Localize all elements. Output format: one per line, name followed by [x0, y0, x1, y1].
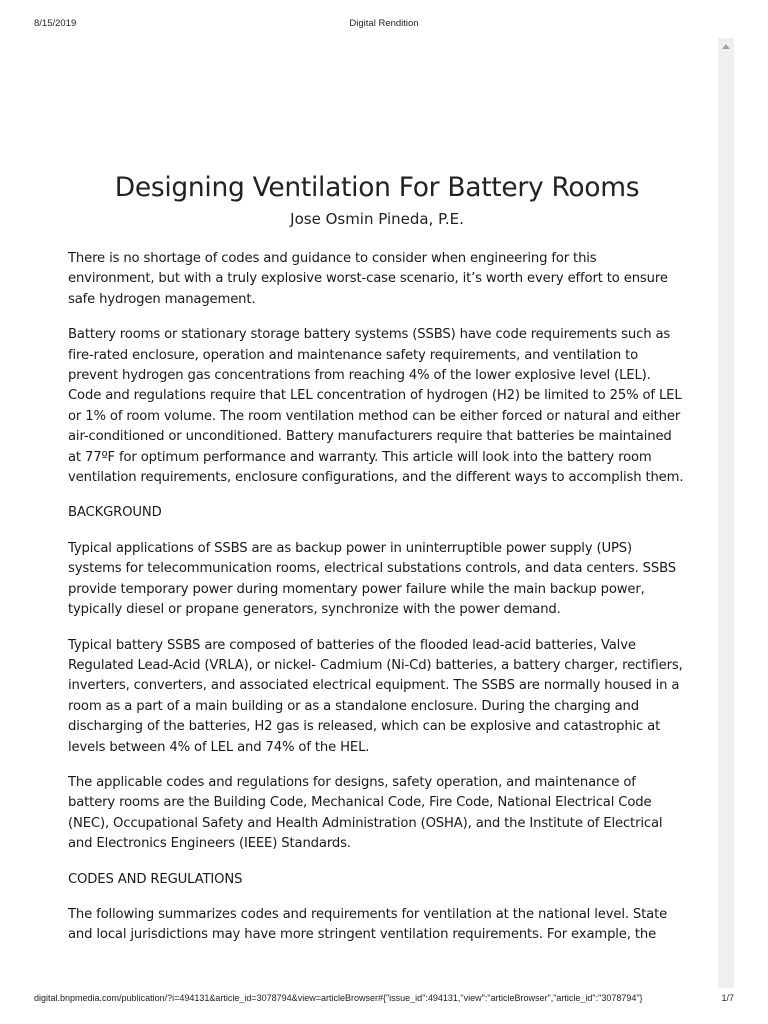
- paragraph-codes: The applicable codes and regulations for designs, safety operation, and maintenance of battery rooms are the Building Code, Mechanical Code, Fire Code, National Electrical Code (NEC), Occupational Safety and Health Administration (OSHA), and the Institute of Electrical and Electronics Engineers (IEEE) Standards.: [68, 774, 663, 852]
- page-url: digital.bnpmedia.com/publication/?i=494131&article_id=3078794&view=articleBrowser#{"issue_id":494131,"view":"articleBrowser","article_id":"3078794"}: [34, 993, 643, 1003]
- print-footer: [0, 993, 768, 1007]
- paragraph-intro: There is no shortage of codes and guidance to consider when engineering for this environment, but with a truly explosive worst-case scenario, it’s worth every effort to ensure safe hydrogen management.: [68, 251, 668, 307]
- article: [68, 170, 686, 961]
- paragraph-ssbs-overview: Battery rooms or stationary storage battery systems (SSBS) have code requirements such as fire-rated enclosure, operation and maintenance safety requirements, and ventilation to prevent hydrogen gas concentrations from reaching 4% of the lower explosive level (LEL). Code and regulations require that LEL concentration of hydrogen (H2) be limited to 25% of LEL or 1% of room volume. The room ventilation method can be either forced or natural and either air-conditioned or unconditioned. Battery manufacturers require that batteries be maintained at 77ºF for optimum performance and warranty. This article will look into the battery room ventilation requirements, enclosure configurations, and the different ways to accomplish them.: [68, 327, 684, 486]
- article-author: Jose Osmin Pineda, P.E.: [290, 210, 464, 228]
- section-heading-codes-regulations: CODES AND REGULATIONS: [68, 871, 243, 887]
- section-heading-background: BACKGROUND: [68, 505, 162, 521]
- print-date: 8/15/2019: [34, 18, 77, 29]
- print-document-title: Digital Rendition: [349, 18, 419, 29]
- paragraph-applications: Typical applications of SSBS are as backup power in uninterruptible power supply (UPS) systems for telecommunication rooms, electrical substations controls, and data centers. SSBS provide temporary power during momentary power failure while the main backup power, typically diesel or propane generators, synchronize with the power demand.: [68, 540, 676, 618]
- vertical-scrollbar[interactable]: [718, 38, 734, 988]
- article-body: [68, 249, 686, 946]
- scroll-up-arrow-icon[interactable]: [722, 44, 730, 49]
- page-number: 1/7: [721, 993, 734, 1003]
- print-header: [0, 18, 768, 32]
- article-title: Designing Ventilation For Battery Rooms: [114, 172, 640, 203]
- paragraph-summary: The following summarizes codes and requirements for ventilation at the national level. State and local jurisdictions may have more stringent ventilation requirements. For example, the: [68, 906, 668, 943]
- paragraph-composition: Typical battery SSBS are composed of batteries of the flooded lead-acid batteries, Valve Regulated Lead-Acid (VRLA), or nickel- Cadmium (Ni-Cd) batteries, a battery charger, rectifiers, inverters, converters, and associated electrical equipment. The SSBS are normally housed in a room as a part of a main building or as a standalone enclosure. During the charging and discharging of the batteries, H2 gas is released, which can be explosive and catastrophic at levels between 4% of LEL and 74% of the HEL.: [68, 637, 683, 755]
